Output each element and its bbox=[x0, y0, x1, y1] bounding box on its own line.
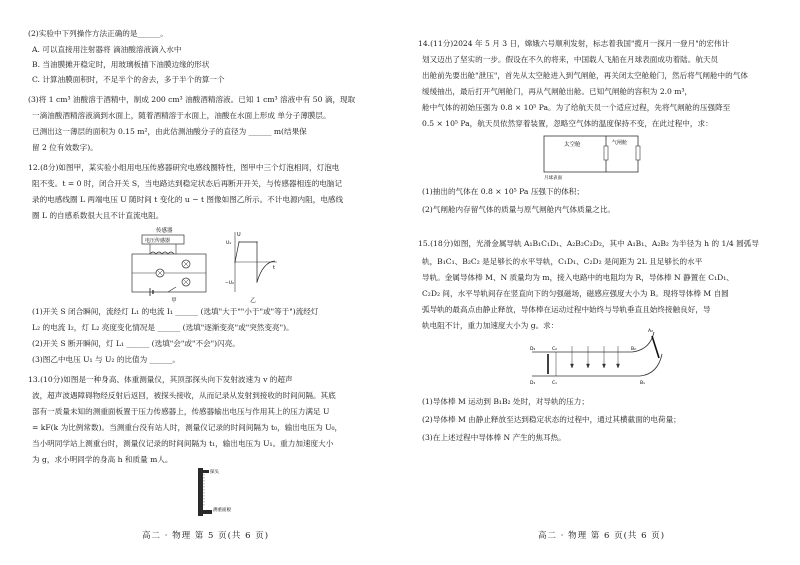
rail-label-d2: D₂ bbox=[530, 347, 536, 352]
q11-option-b: B. 当油膜摊开稳定时，用玻璃板描下油膜边缘的形状 bbox=[32, 60, 210, 69]
inner-hatch bbox=[604, 146, 608, 160]
q15-stem-line3: 导轨。金属导体棒 M、N 质量均为 m，接入电路中的电阻均为 R，导体棒 N 静置在 C₁D₁、 bbox=[422, 273, 734, 282]
ut-point-1 bbox=[238, 241, 239, 242]
circuit-caption: 甲 bbox=[171, 298, 177, 304]
q15-stem-line1: 15.(18分)如图，光滑金属导轨 A₁B₁C₁D₁、A₂B₂C₂D₂，其中 A₁B₁、A₂B₂ 为半径为 h 的 1/4 圆弧导 bbox=[418, 239, 759, 248]
q13-stem-line3: 部有一质量未知的测重面板置于压力传感器上，传感器输出电压与作用其上的压力满足 U bbox=[32, 407, 330, 416]
left-page-footer: 高二 · 物理 第 5 页(共 6 页) bbox=[142, 531, 270, 541]
q13-stem-line1: 13.(10分)如图是一种身高、体重测量仪，其顶部探头向下发射波速为 v 的超声 bbox=[28, 375, 293, 384]
q14-stem-line4: 缓缓抽出，最后打开气闸舱门，再从气闸舱出舱。已知气闸舱的容积为 2.0 m³， bbox=[422, 87, 693, 96]
q12-ut-graph bbox=[225, 228, 281, 304]
q13-stem-line5: 当小明同学站上测重台时，测量仪记录的时间间隔为 t₁，输出电压为 U₁。重力加速度大小 bbox=[32, 439, 334, 448]
q15-sub2: (2)导体棒 M 由静止释放至达到稳定状态的过程中，通过其横截面的电荷量； bbox=[422, 415, 681, 424]
q13-stem-line2: 波，超声波遇障碍物经反射后返回，被探头接收，从而记录从发射到接收的时间间隔。其底 bbox=[32, 391, 336, 400]
q14-stem-line6: 0.5 × 10⁵ Pa，航天员依然穿着装置，忽略空气体的温度保持不变，在此过程中，求： bbox=[422, 119, 713, 128]
right-page-footer: 高二 · 物理 第 6 页(共 6 页) bbox=[538, 531, 666, 541]
meter-platform-label: 测重面板 bbox=[213, 508, 231, 513]
q12-sub1-line2: L₂ 的电流 I₂，灯 L₂ 亮度变化情况是 ______ (选填"逐渐变亮"或"突然变亮")。 bbox=[32, 323, 294, 332]
q15-sub1: (1)导体棒 M 运动到 B₁B₂ 处时，对导轨的压力； bbox=[422, 397, 589, 406]
q11-part2: (2)实验中下列操作方法正确的是______。 bbox=[28, 29, 168, 38]
q13-stem-line6: 为 g，求小明同学的身高 h 和质量 m人。 bbox=[32, 455, 173, 464]
q12-stem-line3: 录的电感线圈 L 两端电压 U 随时间 t 变化的 u − t 图像如图乙所示。不计电源内阻，电感线 bbox=[32, 195, 344, 204]
rail-label-a1: A₂ bbox=[648, 329, 653, 334]
rail-label-b1: B₁ bbox=[640, 381, 645, 386]
rail-label-c1: C₁ bbox=[552, 381, 557, 386]
ut-point-3 bbox=[256, 281, 257, 282]
right-page bbox=[400, 0, 800, 565]
meter-probe-label: 探头 bbox=[210, 470, 219, 475]
rail-label-d1: D₁ bbox=[530, 381, 536, 386]
ut-ytick-u2: −U₂ bbox=[225, 281, 234, 286]
q14-stem-line1: 14.(11分)2024 年 5 月 3 日，嫦娥六号顺利发射，标志着我国"揽月一探月一登月"的宏伟计 bbox=[418, 39, 730, 48]
q11-part3-line2: 一滴油酸酒精溶液滴到水面上，随着酒精溶于水面上，油酸在水面上形成 单分子薄膜层。 bbox=[32, 111, 331, 120]
ut-point-2 bbox=[256, 241, 257, 242]
q11-part3-line3: 已测出这一薄层的面积为 0.15 m²，由此估测油酸分子的直径为 ______ m(结果保 bbox=[32, 127, 307, 136]
q14-stem-line2: 划又迈出了坚实的一步。假设在不久的将来，中国载人飞船在月球表面成功着陆。航天员 bbox=[422, 55, 719, 64]
q15-sub3: (3)在上述过程中导体棒 N 产生的焦耳热。 bbox=[422, 433, 566, 442]
rail-label-c2: C₂ bbox=[552, 347, 557, 352]
q13-height-meter-figure bbox=[192, 466, 252, 518]
moon-surface-label: 月球表面 bbox=[544, 176, 562, 180]
ut-caption: 乙 bbox=[250, 298, 256, 304]
q14-sub1: (1)抽出的气体在 0.8 × 10⁵ Pa 压强下的体积； bbox=[422, 187, 584, 196]
q12-stem-line4: 圈 L 的自感系数很大且不计直流电阻。 bbox=[32, 211, 164, 220]
meter-platform bbox=[198, 510, 212, 514]
q14-stem-line3: 出舱前先要出舱"泄压"，首先从太空舱进入到气闸舱，再关闭太空舱舱门，然后将气闸舱中的气体 bbox=[422, 71, 748, 80]
meter-pole bbox=[198, 468, 203, 516]
q12-stem-line1: 12.(8分)如图甲，某实验小组用电压传感器研究电感线圈特性，图甲中三个灯泡相同，灯泡电 bbox=[28, 163, 340, 172]
rail-label-b2: B₂ bbox=[631, 347, 636, 352]
circuit-label-sensor: 传感器 bbox=[156, 228, 173, 234]
q15-stem-line5: 弧导轨的最高点由静止释放，导体棒在运动过程中始终与导轨垂直且始终接触良好，导 bbox=[422, 305, 711, 314]
q15-stem-line2: 轨，B₁C₁、B₂C₂ 是足够长的水平导轨，C₁D₁、C₂D₂ 是间距为 2L 且足够长的水平 bbox=[422, 257, 703, 266]
airlock-label: 气闸舱 bbox=[612, 140, 628, 146]
ut-point-0 bbox=[234, 261, 235, 262]
circuit-label-voltage-sensor: 电压传感器 bbox=[145, 238, 171, 244]
q12-sub1-line1: (1)开关 S 闭合瞬间，流经灯 L₁ 的电流 I₁ ______ (选填"大于""小于"或"等于")流经灯 bbox=[32, 307, 319, 316]
cabin-label: 太空舱 bbox=[564, 142, 581, 148]
q15-stem-line6: 轨电阻不计，重力加速度大小为 g。求： bbox=[422, 321, 559, 330]
outer-hatch bbox=[636, 146, 640, 160]
ut-ytick-u1: U₁ bbox=[226, 241, 232, 246]
q15-stem-line4: C₂D₂ 间，水平导轨间存在竖直向下的匀强磁场，磁感应强度大小为 B。现将导体棒 M 自圆 bbox=[422, 289, 729, 298]
rod-m bbox=[652, 336, 659, 358]
ut-y-label: U bbox=[237, 232, 241, 238]
q12-stem-line2: 阻不变。t = 0 时，闭合开关 S，当电路达到稳定状态后再断开开关，与传感器相连的电脑记 bbox=[32, 179, 343, 188]
q13-stem-line4: = kF(k 为比例常数)。当测重台没有站人时，测量仪记录的时间间隔为 t₀，输出电压为 U₀， bbox=[32, 423, 343, 432]
q11-option-a: A. 可以直接用注射器将 滴油酸溶液滴入水中 bbox=[32, 45, 182, 54]
meter-probe bbox=[203, 470, 209, 473]
q11-option-c: C. 计算油膜面积时，不足半个的舍去，多于半个的算一个 bbox=[32, 75, 225, 84]
q12-circuit-diagram bbox=[120, 224, 230, 304]
q12-sub3: (3)图乙中电压 U₁ 与 U₂ 的比值为 ______。 bbox=[32, 355, 181, 364]
q11-part3-line1: (3)将 1 cm³ 油酸溶于酒精中，制成 200 cm³ 油酸酒精溶液。已知 1 cm³ 溶液中有 50 滴，现取 bbox=[28, 95, 356, 104]
q14-sub2: (2)气闸舱内存留气体的质量与原气闸舱内气体质量之比。 bbox=[422, 205, 616, 214]
ut-x-label: t bbox=[273, 265, 275, 271]
q11-part3-line4: 留 2 位有效数字)。 bbox=[32, 143, 98, 152]
q12-sub2: (2)开关 S 断开瞬间，灯 L₁ ______ (选填"会"或"不会")闪亮。 bbox=[32, 339, 240, 348]
q14-stem-line5: 舱中气体的初始压强为 0.8 × 10⁵ Pa。为了给航天员一个适应过程，先将气闸舱的压强降至 bbox=[422, 103, 731, 112]
q15-rails-figure bbox=[528, 326, 668, 388]
q14-airlock-figure bbox=[540, 132, 650, 180]
